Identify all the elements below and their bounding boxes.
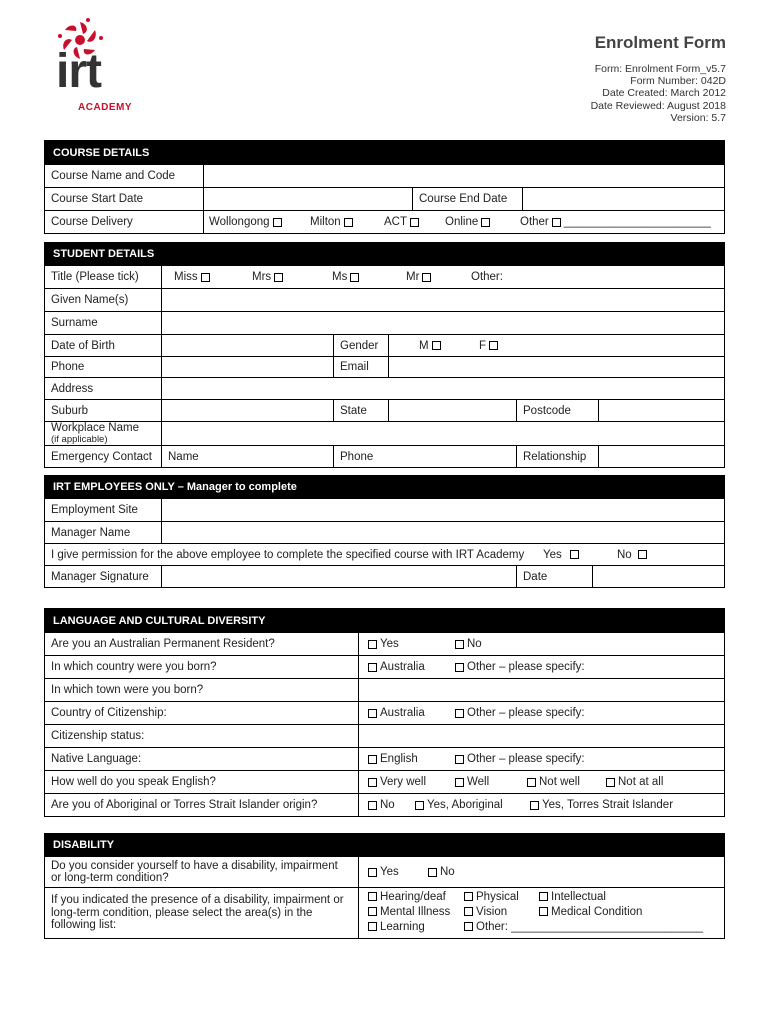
course-delivery-row	[45, 210, 724, 233]
checkbox[interactable]	[552, 218, 561, 227]
form-title: Enrolment Form	[594, 33, 726, 52]
english-level-options	[358, 771, 724, 793]
area-mental-illness-label: Mental Illness	[380, 906, 451, 918]
checkbox[interactable]	[273, 218, 282, 227]
country-australia-label: Australia	[380, 661, 425, 673]
origin-options	[358, 794, 724, 816]
citizenship-status-row	[45, 724, 724, 747]
meta-version: Version: 5.7	[670, 111, 726, 124]
english-very-well[interactable]	[365, 771, 426, 793]
delivery-option-act[interactable]	[384, 211, 422, 233]
gender-option-m[interactable]	[419, 335, 444, 356]
suburb-field[interactable]	[161, 400, 333, 421]
postcode-field[interactable]	[598, 400, 724, 421]
area-intellectual[interactable]	[536, 890, 642, 905]
date-label: Date	[516, 566, 592, 587]
disability-consider-row	[45, 856, 724, 887]
resident-yes[interactable]	[365, 633, 399, 655]
title-options	[161, 266, 724, 288]
disability-col-1	[365, 890, 450, 935]
checkbox[interactable]	[570, 550, 579, 559]
delivery-wollongong-label: Wollongong	[209, 216, 270, 228]
checkbox[interactable]	[422, 273, 431, 282]
checkbox[interactable]	[415, 801, 424, 810]
native-language-row	[45, 747, 724, 770]
title-other-label[interactable]: Other:	[471, 271, 503, 283]
gender-label: Gender	[333, 335, 388, 356]
checkbox[interactable]	[410, 218, 419, 227]
disability-areas-question: If you indicated the presence of a disability, impairment or long-term condition, please select the area(s) in the following list:	[51, 894, 344, 931]
permission-row	[45, 543, 724, 565]
title-option-mr[interactable]	[406, 266, 434, 288]
resident-question: Are you an Australian Permanent Resident?	[51, 638, 275, 650]
checkbox[interactable]	[464, 907, 473, 916]
phone-field[interactable]	[161, 357, 333, 377]
gender-options	[388, 335, 724, 356]
disability-areas-row	[45, 887, 724, 938]
title-option-miss[interactable]	[174, 266, 213, 288]
disability-col-3	[536, 890, 642, 920]
dob-field[interactable]	[161, 335, 333, 356]
checkbox[interactable]	[455, 640, 464, 649]
checkbox[interactable]	[539, 907, 548, 916]
english-very-well-label: Very well	[380, 776, 427, 788]
course-delivery-options	[203, 211, 724, 233]
form-metadata	[591, 63, 726, 124]
logo-academy-text: ACADEMY	[78, 102, 133, 113]
native-other[interactable]	[452, 748, 585, 770]
disability-yes[interactable]	[365, 857, 399, 887]
disability-consider-question: Do you consider yourself to have a disability, impairment or long-term condition?	[51, 859, 338, 884]
native-other-label: Other – please specify:	[467, 753, 585, 765]
checkbox[interactable]	[368, 922, 377, 931]
checkbox[interactable]	[428, 868, 437, 877]
checkbox[interactable]	[274, 273, 283, 282]
dob-label: Date of Birth	[51, 339, 115, 352]
employment-site-label: Employment Site	[51, 504, 138, 516]
checkbox[interactable]	[464, 922, 473, 931]
title-option-mrs[interactable]	[252, 266, 286, 288]
delivery-milton-label: Milton	[310, 216, 341, 228]
town-born-question: In which town were you born?	[51, 684, 204, 696]
title-mrs-label: Mrs	[252, 271, 272, 283]
checkbox[interactable]	[368, 801, 377, 810]
checkbox[interactable]	[455, 663, 464, 672]
course-end-label: Course End Date	[412, 188, 522, 210]
meta-reviewed: Date Reviewed: August 2018	[590, 99, 726, 112]
employment-site-row	[45, 498, 724, 521]
checkbox[interactable]	[455, 755, 464, 764]
area-other-label: Other: ______________________________	[476, 921, 704, 933]
suburb-row	[45, 399, 724, 421]
dob-row	[45, 334, 724, 356]
phone-label: Phone	[51, 361, 85, 373]
checkbox[interactable]	[368, 663, 377, 672]
origin-no-label: No	[380, 799, 395, 811]
english-well-label: Well	[467, 776, 490, 788]
email-field[interactable]	[388, 357, 724, 377]
phone-email-row	[45, 356, 724, 377]
permission-no-label: No	[617, 548, 632, 561]
disability-yes-label: Yes	[380, 866, 399, 878]
area-medical[interactable]	[536, 905, 642, 920]
permission-yes[interactable]	[543, 544, 582, 565]
given-names-label: Given Name(s)	[51, 294, 129, 306]
workplace-note: (if applicable)	[51, 434, 108, 445]
origin-no[interactable]	[365, 794, 395, 816]
country-born-question: In which country were you born?	[51, 661, 217, 673]
checkbox[interactable]	[432, 341, 441, 350]
emergency-label: Emergency Contact	[51, 450, 152, 463]
area-hearing-label: Hearing/deaf	[380, 891, 446, 903]
delivery-option-wollongong[interactable]	[209, 211, 285, 233]
state-label: State	[333, 400, 388, 421]
checkbox[interactable]	[350, 273, 359, 282]
disability-areas-options	[358, 888, 724, 938]
area-learning[interactable]	[365, 920, 450, 935]
emergency-phone-label[interactable]: Phone	[333, 446, 516, 467]
checkbox[interactable]	[638, 550, 647, 559]
area-medical-label: Medical Condition	[551, 906, 643, 918]
course-start-label: Course Start Date	[51, 193, 144, 205]
meta-number: Form Number: 042D	[630, 75, 726, 88]
resident-no-label: No	[467, 638, 482, 650]
gender-f-label: F	[479, 339, 487, 352]
native-english-label: English	[380, 753, 418, 765]
delivery-other-line[interactable]: _______________________	[563, 216, 711, 228]
disability-no-label: No	[440, 866, 455, 878]
checkbox[interactable]	[464, 892, 473, 901]
checkbox[interactable]	[539, 892, 548, 901]
permission-text: I give permission for the above employee to complete the specified course with IRT Academy	[51, 548, 525, 561]
address-field[interactable]	[161, 378, 724, 399]
workplace-field[interactable]	[161, 422, 724, 445]
workplace-row	[45, 421, 724, 445]
manager-signature-row	[45, 565, 724, 587]
state-field[interactable]	[388, 400, 516, 421]
origin-aboriginal[interactable]	[412, 794, 503, 816]
country-born-options	[358, 656, 724, 678]
course-delivery-label: Course Delivery	[51, 216, 133, 228]
title-miss-label: Miss	[174, 271, 198, 283]
origin-row	[45, 793, 724, 816]
checkbox[interactable]	[368, 892, 377, 901]
logo-wordmark: irt	[56, 45, 101, 98]
checkbox[interactable]	[368, 709, 377, 718]
meta-form: Form: Enrolment Form_v5.7	[594, 63, 726, 75]
native-language-question: Native Language:	[51, 753, 142, 765]
permission-no[interactable]	[617, 544, 650, 565]
postcode-label: Postcode	[516, 400, 598, 421]
area-intellectual-label: Intellectual	[551, 891, 606, 903]
delivery-other-label: Other	[520, 216, 549, 228]
resident-options	[358, 633, 724, 655]
irt-employees-heading: IRT EMPLOYEES ONLY – Manager to complete	[45, 476, 724, 498]
title-label: Title (Please tick)	[51, 271, 139, 283]
course-dates-row	[45, 187, 724, 210]
area-mental-illness[interactable]	[365, 905, 450, 920]
native-language-options	[358, 748, 724, 770]
course-end-field[interactable]	[522, 188, 724, 210]
student-details-heading: STUDENT DETAILS	[45, 243, 724, 265]
citizenship-options	[358, 702, 724, 724]
manager-name-row	[45, 521, 724, 543]
checkbox[interactable]	[455, 709, 464, 718]
address-row	[45, 377, 724, 399]
english-well[interactable]	[452, 771, 489, 793]
relationship-label: Relationship	[516, 446, 598, 467]
citizenship-australia[interactable]	[365, 702, 425, 724]
delivery-act-label: ACT	[384, 216, 407, 228]
irt-academy-logo	[52, 14, 142, 118]
area-other[interactable]	[461, 920, 703, 935]
country-other-label: Other – please specify:	[467, 661, 585, 673]
checkbox[interactable]	[344, 218, 353, 227]
disability-no[interactable]	[425, 857, 455, 887]
manager-name-label: Manager Name	[51, 526, 131, 539]
english-not-well[interactable]	[524, 771, 580, 793]
title-row	[45, 265, 724, 288]
origin-torres-strait[interactable]	[527, 794, 673, 816]
country-born-row	[45, 655, 724, 678]
disability-consider-options	[358, 857, 724, 887]
employment-site-field[interactable]	[161, 499, 724, 521]
disability-section	[44, 833, 725, 939]
language-section	[44, 608, 725, 817]
citizenship-row	[45, 701, 724, 724]
origin-question: Are you of Aboriginal or Torres Strait Islander origin?	[51, 799, 318, 811]
emergency-name-label[interactable]: Name	[161, 446, 333, 467]
english-not-at-all[interactable]	[603, 771, 663, 793]
english-not-at-all-label: Not at all	[618, 776, 664, 788]
checkbox[interactable]	[368, 868, 377, 877]
title-ms-label: Ms	[332, 271, 348, 283]
checkbox[interactable]	[368, 640, 377, 649]
native-english[interactable]	[365, 748, 418, 770]
workplace-label-cell	[45, 422, 161, 445]
relationship-field[interactable]	[598, 446, 724, 467]
checkbox[interactable]	[368, 907, 377, 916]
checkbox[interactable]	[489, 341, 498, 350]
delivery-option-online[interactable]	[445, 211, 493, 233]
area-vision-label: Vision	[476, 906, 508, 918]
origin-torres-strait-label: Yes, Torres Strait Islander	[542, 799, 674, 811]
checkbox[interactable]	[481, 218, 490, 227]
manager-name-field[interactable]	[161, 522, 724, 543]
checkbox[interactable]	[527, 778, 536, 787]
course-name-label: Course Name and Code	[51, 170, 176, 182]
date-field[interactable]	[592, 566, 724, 587]
workplace-label: Workplace Name	[51, 422, 139, 434]
course-details-heading: COURSE DETAILS	[45, 141, 724, 164]
disability-heading: DISABILITY	[45, 834, 724, 856]
meta-created: Date Created: March 2012	[602, 87, 726, 100]
surname-label: Surname	[51, 317, 98, 329]
given-names-field[interactable]	[161, 289, 724, 311]
english-not-well-label: Not well	[539, 776, 580, 788]
address-label: Address	[51, 382, 94, 395]
delivery-option-other[interactable]	[520, 211, 711, 233]
english-level-question: How well do you speak English?	[51, 776, 216, 788]
course-name-field[interactable]	[203, 165, 724, 187]
citizenship-status-question: Citizenship status:	[51, 730, 145, 742]
citizenship-other[interactable]	[452, 702, 585, 724]
country-australia[interactable]	[365, 656, 425, 678]
course-details-section	[44, 140, 725, 234]
citizenship-status-field[interactable]	[358, 725, 724, 747]
emergency-row	[45, 445, 724, 467]
suburb-label: Suburb	[51, 404, 89, 417]
checkbox[interactable]	[368, 778, 377, 787]
gender-m-label: M	[419, 339, 429, 352]
title-option-ms[interactable]	[332, 266, 362, 288]
gender-option-f[interactable]	[479, 335, 501, 356]
email-label: Email	[333, 357, 388, 377]
manager-signature-label: Manager Signature	[51, 570, 149, 583]
resident-no[interactable]	[452, 633, 482, 655]
english-level-row	[45, 770, 724, 793]
student-details-section	[44, 242, 725, 468]
citizenship-other-label: Other – please specify:	[467, 707, 585, 719]
town-born-field[interactable]	[358, 679, 724, 701]
checkbox[interactable]	[530, 801, 539, 810]
citizenship-question: Country of Citizenship:	[51, 707, 167, 719]
checkbox[interactable]	[368, 755, 377, 764]
citizenship-australia-label: Australia	[380, 707, 425, 719]
origin-aboriginal-label: Yes, Aboriginal	[427, 799, 503, 811]
delivery-option-milton[interactable]	[310, 211, 356, 233]
title-mr-label: Mr	[406, 271, 420, 283]
country-other[interactable]	[452, 656, 585, 678]
surname-row	[45, 311, 724, 334]
checkbox[interactable]	[455, 778, 464, 787]
surname-field[interactable]	[161, 312, 724, 334]
irt-employees-section	[44, 475, 725, 588]
course-start-field[interactable]	[203, 188, 412, 210]
permission-yes-label: Yes	[543, 548, 562, 561]
area-hearing[interactable]	[365, 890, 450, 905]
course-name-row	[45, 164, 724, 187]
checkbox[interactable]	[201, 273, 210, 282]
checkbox[interactable]	[606, 778, 615, 787]
manager-signature-field[interactable]	[161, 566, 516, 587]
area-learning-label: Learning	[380, 921, 425, 933]
town-born-row	[45, 678, 724, 701]
given-names-row	[45, 288, 724, 311]
area-physical-label: Physical	[476, 891, 519, 903]
resident-row	[45, 632, 724, 655]
language-heading: LANGUAGE AND CULTURAL DIVERSITY	[45, 609, 724, 632]
delivery-online-label: Online	[445, 216, 479, 228]
resident-yes-label: Yes	[380, 638, 399, 650]
